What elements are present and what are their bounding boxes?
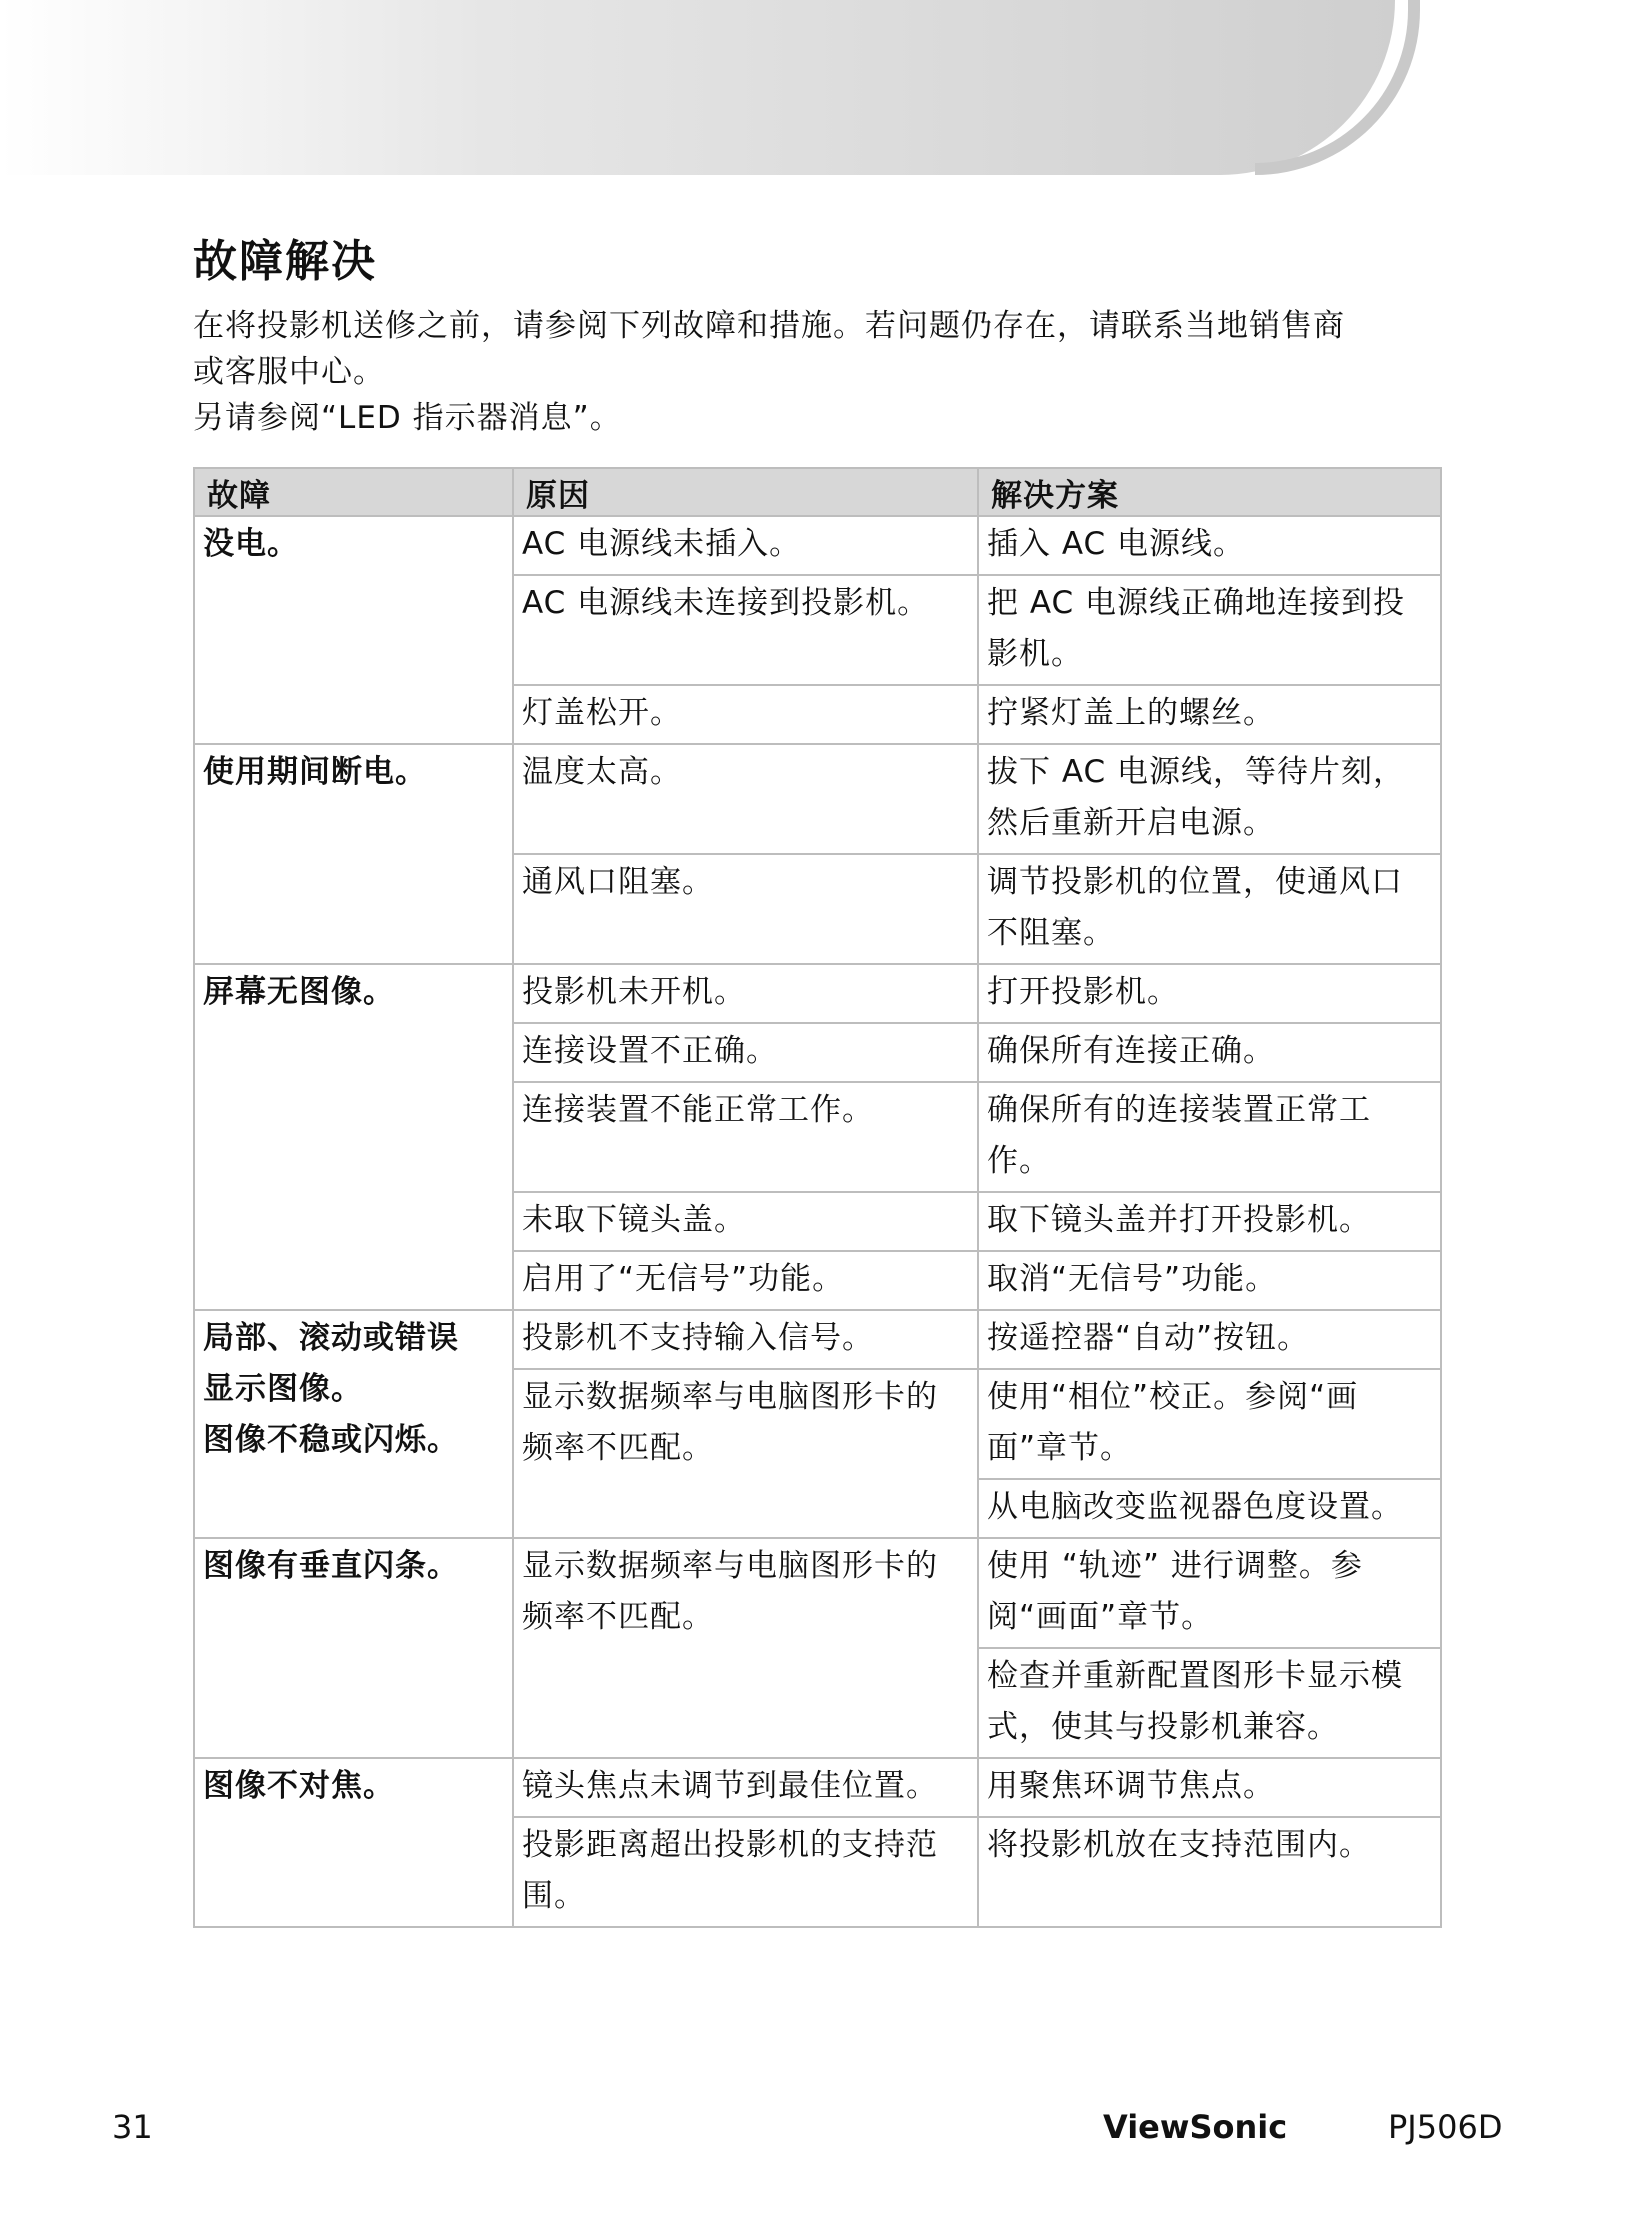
table-header-row	[194, 468, 1441, 516]
page-number: 31	[112, 2108, 153, 2146]
cause-cell: 投影机不支持输入信号。	[513, 1310, 978, 1369]
problem-text: 图像不对焦。	[203, 1768, 395, 1804]
problem-text: 局部、滚动或错误	[203, 1320, 459, 1356]
problem-cell	[194, 964, 513, 1310]
problem-text: 使用期间断电。	[203, 754, 427, 790]
solution-cell: 使用 “轨迹” 进行调整。参阅“画面”章节。	[978, 1538, 1441, 1648]
header-arc-decoration	[1255, 0, 1420, 175]
solution-cell: 从电脑改变监视器色度设置。	[978, 1479, 1441, 1538]
problem-cell	[194, 516, 513, 744]
cause-cell: AC 电源线未连接到投影机。	[513, 575, 978, 685]
troubleshooting-table	[193, 467, 1442, 1928]
solution-cell: 拧紧灯盖上的螺丝。	[978, 685, 1441, 744]
cause-cell: 启用了“无信号”功能。	[513, 1251, 978, 1310]
table-row	[194, 1758, 1441, 1817]
cause-cell: 投影机未开机。	[513, 964, 978, 1023]
problem-text: 图像有垂直闪条。	[203, 1548, 459, 1584]
table-body	[194, 516, 1441, 1927]
solution-cell: 确保所有的连接装置正常工作。	[978, 1082, 1441, 1192]
cause-cell: 显示数据频率与电脑图形卡的频率不匹配。	[513, 1538, 978, 1758]
cause-cell: 未取下镜头盖。	[513, 1192, 978, 1251]
solution-cell: 把 AC 电源线正确地连接到投影机。	[978, 575, 1441, 685]
cause-cell: 通风口阻塞。	[513, 854, 978, 964]
intro-text	[193, 303, 1463, 441]
footer-brand: ViewSonic	[1103, 2108, 1288, 2146]
problem-cell	[194, 1758, 513, 1927]
intro-line: 或客服中心。	[193, 354, 385, 390]
table-row	[194, 516, 1441, 575]
intro-line: 另请参阅“LED 指示器消息”。	[193, 400, 622, 436]
solution-cell: 使用“相位”校正。参阅“画面”章节。	[978, 1369, 1441, 1479]
cause-cell: 镜头焦点未调节到最佳位置。	[513, 1758, 978, 1817]
cause-cell: 灯盖松开。	[513, 685, 978, 744]
solution-cell: 打开投影机。	[978, 964, 1441, 1023]
problem-text: 没电。	[203, 526, 299, 562]
cause-cell: 显示数据频率与电脑图形卡的频率不匹配。	[513, 1369, 978, 1538]
problem-text: 显示图像。	[203, 1371, 363, 1407]
problem-cell	[194, 1538, 513, 1758]
cause-cell: AC 电源线未插入。	[513, 516, 978, 575]
cause-cell: 连接装置不能正常工作。	[513, 1082, 978, 1192]
solution-cell: 确保所有连接正确。	[978, 1023, 1441, 1082]
cause-cell: 连接设置不正确。	[513, 1023, 978, 1082]
problem-cell	[194, 1310, 513, 1538]
solution-cell: 拔下 AC 电源线，等待片刻，然后重新开启电源。	[978, 744, 1441, 854]
solution-cell: 插入 AC 电源线。	[978, 516, 1441, 575]
problem-text: 图像不稳或闪烁。	[203, 1422, 459, 1458]
cause-cell: 投影距离超出投影机的支持范围。	[513, 1817, 978, 1927]
solution-cell: 取下镜头盖并打开投影机。	[978, 1192, 1441, 1251]
solution-cell: 用聚焦环调节焦点。	[978, 1758, 1441, 1817]
page-title: 故障解决	[193, 236, 377, 287]
solution-cell: 调节投影机的位置，使通风口不阻塞。	[978, 854, 1441, 964]
header-cause: 原因	[513, 468, 978, 516]
solution-cell: 检查并重新配置图形卡显示模式，使其与投影机兼容。	[978, 1648, 1441, 1758]
solution-cell: 按遥控器“自动”按钮。	[978, 1310, 1441, 1369]
table-row	[194, 1310, 1441, 1369]
problem-cell	[194, 744, 513, 964]
table-row	[194, 964, 1441, 1023]
cause-cell: 温度太高。	[513, 744, 978, 854]
footer-model: PJ506D	[1388, 2108, 1503, 2146]
solution-cell: 取消“无信号”功能。	[978, 1251, 1441, 1310]
problem-text: 屏幕无图像。	[203, 974, 395, 1010]
solution-cell: 将投影机放在支持范围内。	[978, 1817, 1441, 1927]
table-row	[194, 1538, 1441, 1648]
intro-line: 在将投影机送修之前，请参阅下列故障和措施。若问题仍存在，请联系当地销售商	[193, 308, 1345, 344]
table-row	[194, 744, 1441, 854]
header-problem: 故障	[194, 468, 513, 516]
header-band	[0, 0, 1395, 175]
header-solution: 解决方案	[978, 468, 1441, 516]
